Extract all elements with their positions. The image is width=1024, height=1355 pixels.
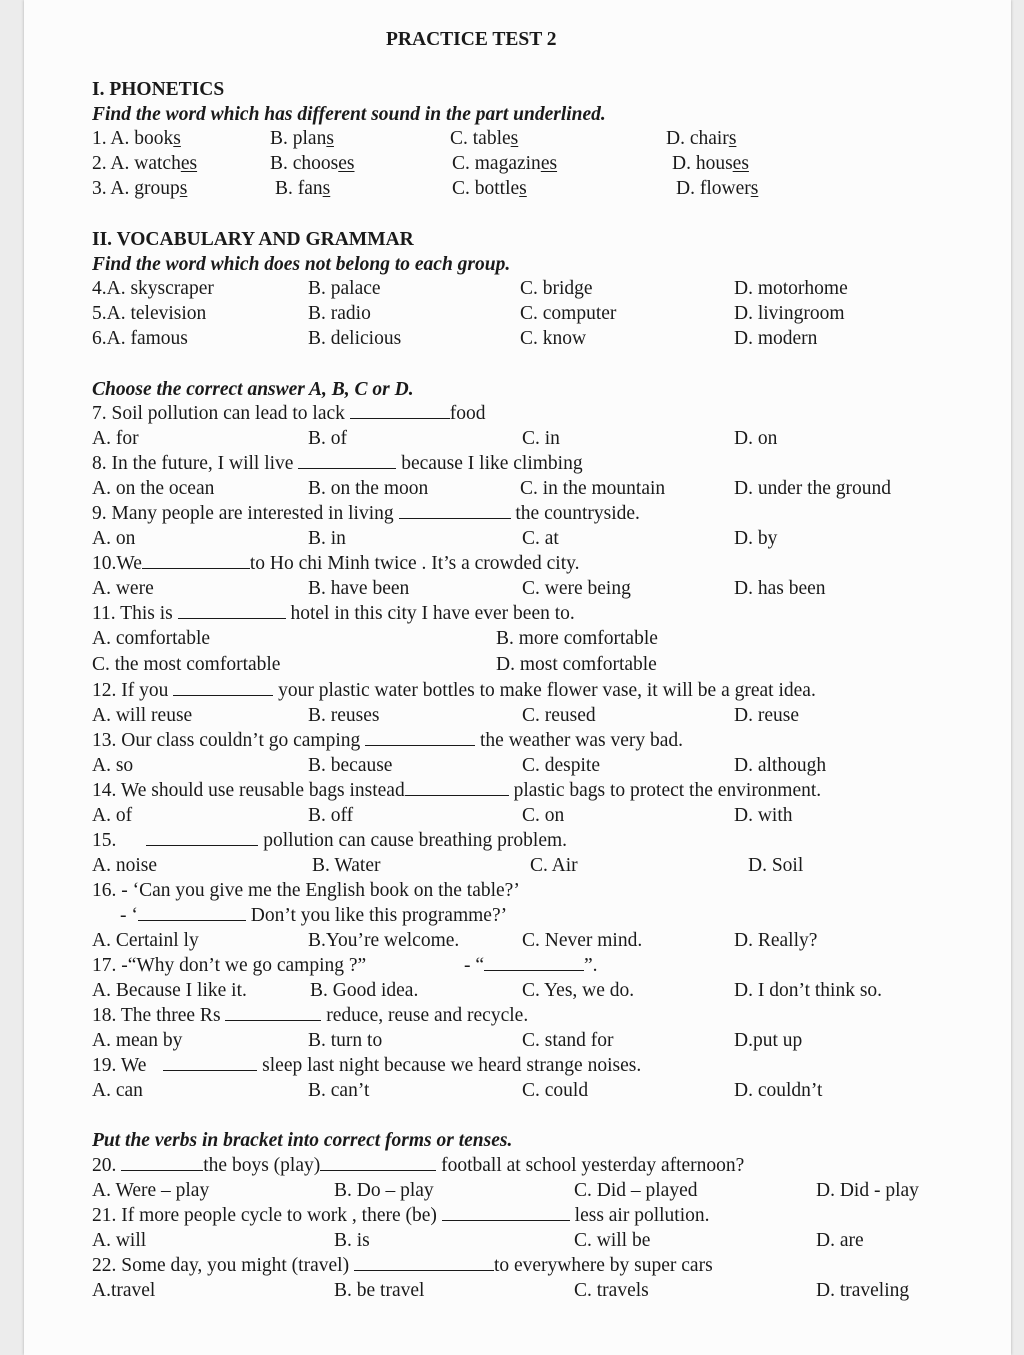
option-c: C. at	[522, 528, 559, 549]
question-12-stem	[0, 678, 1024, 703]
option-b: B. Water	[312, 855, 381, 876]
question-22-options	[0, 1278, 1024, 1303]
question-stem: 8. In the future, I will live because I like climbing	[92, 453, 583, 474]
option-d: D. most comfortable	[496, 654, 657, 675]
vocabulary-instruction-row	[0, 252, 1024, 277]
option-b: B. chooses	[270, 153, 355, 174]
option-c: C. know	[520, 328, 587, 349]
question-row-3	[0, 176, 1024, 201]
phonetics-instruction-row	[0, 102, 1024, 127]
question-15-options	[0, 853, 1024, 878]
option-a: A. noise	[92, 855, 157, 876]
answer-blank[interactable]	[138, 903, 246, 921]
option-a: A. will reuse	[92, 705, 193, 726]
question-response: - ‘ Don’t you like this programme?’	[120, 905, 508, 926]
option-c: C. in the mountain	[520, 478, 666, 499]
option-d: D. with	[734, 805, 793, 826]
question-7-options	[0, 426, 1024, 451]
option-a: A.travel	[92, 1280, 156, 1301]
option-c: C. bottles	[452, 178, 527, 199]
question-15-stem	[0, 828, 1024, 853]
question-stem: 19. We sleep last night because we heard strange noises.	[92, 1055, 642, 1076]
answer-blank[interactable]	[142, 551, 250, 569]
option-a: 5.A. television	[92, 303, 207, 324]
option-a: 2. A. watches	[92, 153, 198, 174]
question-16-response	[0, 903, 1024, 928]
question-row-1	[0, 126, 1024, 151]
question-14-options	[0, 803, 1024, 828]
option-a: A. Were – play	[92, 1180, 210, 1201]
question-9-options	[0, 526, 1024, 551]
option-c: C. in	[522, 428, 560, 449]
section-heading: II. VOCABULARY AND GRAMMAR	[92, 229, 414, 250]
option-c: C. travels	[574, 1280, 649, 1301]
option-b: B. be travel	[334, 1280, 425, 1301]
option-a: A. Certainl ly	[92, 930, 199, 951]
option-b: B. on the moon	[308, 478, 429, 499]
answer-blank[interactable]	[298, 451, 396, 469]
question-16-options	[0, 928, 1024, 953]
vocabulary-heading-row	[0, 227, 1024, 252]
answer-blank[interactable]	[320, 1153, 436, 1171]
option-b: B. palace	[308, 278, 381, 299]
option-a: A. comfortable	[92, 628, 211, 649]
question-21-stem	[0, 1203, 1024, 1228]
question-response: - “ ”.	[464, 955, 598, 976]
question-stem: 16. - ‘Can you give me the English book on the table?’	[92, 880, 520, 901]
question-stem: 10.We to Ho chi Minh twice . It’s a crowded city.	[92, 553, 580, 574]
option-b: B. can’t	[308, 1080, 370, 1101]
option-d: D. livingroom	[734, 303, 845, 324]
option-c: C. bridge	[520, 278, 593, 299]
question-11-stem	[0, 601, 1024, 626]
option-b: B. in	[308, 528, 346, 549]
option-d: D. although	[734, 755, 827, 776]
option-a: A. can	[92, 1080, 143, 1101]
question-17-stem	[0, 953, 1024, 978]
option-b: B. is	[334, 1230, 370, 1251]
option-b: B. plans	[270, 128, 334, 149]
option-c: C. could	[522, 1080, 589, 1101]
question-stem: 12. If you your plastic water bottles to make flower vase, it will be a great idea.	[92, 680, 816, 701]
question-8-options	[0, 476, 1024, 501]
question-10-stem	[0, 551, 1024, 576]
question-stem: 15. pollution can cause breathing problem.	[92, 830, 568, 851]
option-d: D. reuse	[734, 705, 799, 726]
question-9-stem	[0, 501, 1024, 526]
option-c: C. Air	[530, 855, 578, 876]
page-title-row	[0, 27, 1024, 52]
question-row-4	[0, 276, 1024, 301]
question-19-stem	[0, 1053, 1024, 1078]
option-b: B. have been	[308, 578, 410, 599]
answer-blank[interactable]	[442, 1203, 570, 1221]
question-14-stem	[0, 778, 1024, 803]
option-a: A. on the ocean	[92, 478, 215, 499]
option-a: 4.A. skyscraper	[92, 278, 214, 299]
question-stem: 17. -“Why don’t we go camping ?”	[92, 955, 367, 976]
option-d: D. modern	[734, 328, 818, 349]
option-c: C. tables	[450, 128, 519, 149]
answer-blank[interactable]	[121, 1153, 203, 1171]
instruction-text: Find the word which does not belong to each group.	[92, 254, 511, 275]
option-a: A. Because I like it.	[92, 980, 247, 1001]
question-stem: 13. Our class couldn’t go camping the weather was very bad.	[92, 730, 684, 751]
option-d: D. houses	[672, 153, 749, 174]
option-b: B. of	[308, 428, 347, 449]
question-11-options-cd	[0, 652, 1024, 677]
instruction-text: Put the verbs in bracket into correct forms or tenses.	[92, 1130, 513, 1151]
option-c: C. the most comfortable	[92, 654, 281, 675]
option-d: D. are	[816, 1230, 864, 1251]
question-17-options	[0, 978, 1024, 1003]
option-d: D. I don’t think so.	[734, 980, 883, 1001]
option-b: B.You’re welcome.	[308, 930, 460, 951]
question-21-options	[0, 1228, 1024, 1253]
question-stem: 7. Soil pollution can lead to lack food	[92, 403, 486, 424]
option-c: C. reused	[522, 705, 596, 726]
option-d: D. traveling	[816, 1280, 910, 1301]
answer-blank[interactable]	[225, 1003, 321, 1021]
option-d: D. couldn’t	[734, 1080, 823, 1101]
question-18-options	[0, 1028, 1024, 1053]
question-stem: 9. Many people are interested in living the countryside.	[92, 503, 640, 524]
option-b: B. reuses	[308, 705, 380, 726]
option-b: B. turn to	[308, 1030, 383, 1051]
option-c: C. on	[522, 805, 565, 826]
question-13-options	[0, 753, 1024, 778]
answer-blank[interactable]	[178, 601, 286, 619]
question-stem: 18. The three Rs reduce, reuse and recycle.	[92, 1005, 529, 1026]
answer-blank[interactable]	[365, 728, 475, 746]
option-d: D. motorhome	[734, 278, 848, 299]
question-8-stem	[0, 451, 1024, 476]
option-a: 3. A. groups	[92, 178, 188, 199]
option-c: C. will be	[574, 1230, 651, 1251]
option-b: B. because	[308, 755, 393, 776]
option-a: A. mean by	[92, 1030, 183, 1051]
answer-blank[interactable]	[146, 828, 258, 846]
answer-blank[interactable]	[354, 1253, 494, 1271]
option-b: B. more comfortable	[496, 628, 658, 649]
question-18-stem	[0, 1003, 1024, 1028]
option-c: C. despite	[522, 755, 600, 776]
option-c: C. stand for	[522, 1030, 614, 1051]
option-d: D. on	[734, 428, 778, 449]
option-b: B. delicious	[308, 328, 402, 349]
option-c: C. magazines	[452, 153, 558, 174]
verbs-instruction-row	[0, 1128, 1024, 1153]
question-stem: 22. Some day, you might (travel) to everywhere by super cars	[92, 1255, 713, 1276]
question-row-5	[0, 301, 1024, 326]
option-c: C. Did – played	[574, 1180, 698, 1201]
option-a: A. so	[92, 755, 134, 776]
option-b: B. Good idea.	[310, 980, 419, 1001]
option-c: C. Yes, we do.	[522, 980, 635, 1001]
option-d: D. Soil	[748, 855, 804, 876]
question-20-stem	[0, 1153, 1024, 1178]
question-19-options	[0, 1078, 1024, 1103]
question-20-options	[0, 1178, 1024, 1203]
question-row-2	[0, 151, 1024, 176]
option-d: D. flowers	[676, 178, 759, 199]
question-row-6	[0, 326, 1024, 351]
question-22-stem	[0, 1253, 1024, 1278]
answer-blank[interactable]	[350, 401, 450, 419]
option-a: A. on	[92, 528, 136, 549]
option-a: 6.A. famous	[92, 328, 188, 349]
question-16-stem	[0, 878, 1024, 903]
option-d: D. Really?	[734, 930, 818, 951]
option-a: A. were	[92, 578, 154, 599]
option-d: D. Did - play	[816, 1180, 919, 1201]
answer-blank[interactable]	[163, 1053, 257, 1071]
section-heading: I. PHONETICS	[92, 79, 225, 100]
option-d: D. has been	[734, 578, 826, 599]
option-d: D. chairs	[666, 128, 737, 149]
option-d: D. by	[734, 528, 778, 549]
option-a: A. of	[92, 805, 133, 826]
phonetics-heading-row	[0, 77, 1024, 102]
option-a: A. for	[92, 428, 139, 449]
question-7-stem	[0, 401, 1024, 426]
option-a: A. will	[92, 1230, 147, 1251]
question-stem: 11. This is hotel in this city I have ever been to.	[92, 603, 575, 624]
question-13-stem	[0, 728, 1024, 753]
choose-instruction-row	[0, 377, 1024, 402]
option-c: C. Never mind.	[522, 930, 643, 951]
question-11-options-ab	[0, 626, 1024, 651]
question-stem: 21. If more people cycle to work , there (be) less air pollution.	[92, 1205, 710, 1226]
option-b: B. Do – play	[334, 1180, 434, 1201]
option-a: 1. A. books	[92, 128, 181, 149]
instruction-text: Choose the correct answer A, B, C or D.	[92, 379, 414, 400]
answer-blank[interactable]	[399, 501, 511, 519]
option-d: D.put up	[734, 1030, 803, 1051]
question-12-options	[0, 703, 1024, 728]
option-c: C. were being	[522, 578, 631, 599]
question-stem: 20. the boys (play) football at school yesterday afternoon?	[92, 1155, 745, 1176]
answer-blank[interactable]	[484, 953, 584, 971]
page-title: PRACTICE TEST 2	[386, 29, 557, 50]
option-b: B. radio	[308, 303, 371, 324]
question-stem: 14. We should use reusable bags instead plastic bags to protect the environment.	[92, 780, 822, 801]
option-c: C. computer	[520, 303, 617, 324]
answer-blank[interactable]	[405, 778, 509, 796]
question-10-options	[0, 576, 1024, 601]
option-b: B. fans	[275, 178, 331, 199]
option-b: B. off	[308, 805, 354, 826]
answer-blank[interactable]	[173, 678, 273, 696]
instruction-text: Find the word which has different sound in the part underlined.	[92, 104, 606, 125]
option-d: D. under the ground	[734, 478, 892, 499]
